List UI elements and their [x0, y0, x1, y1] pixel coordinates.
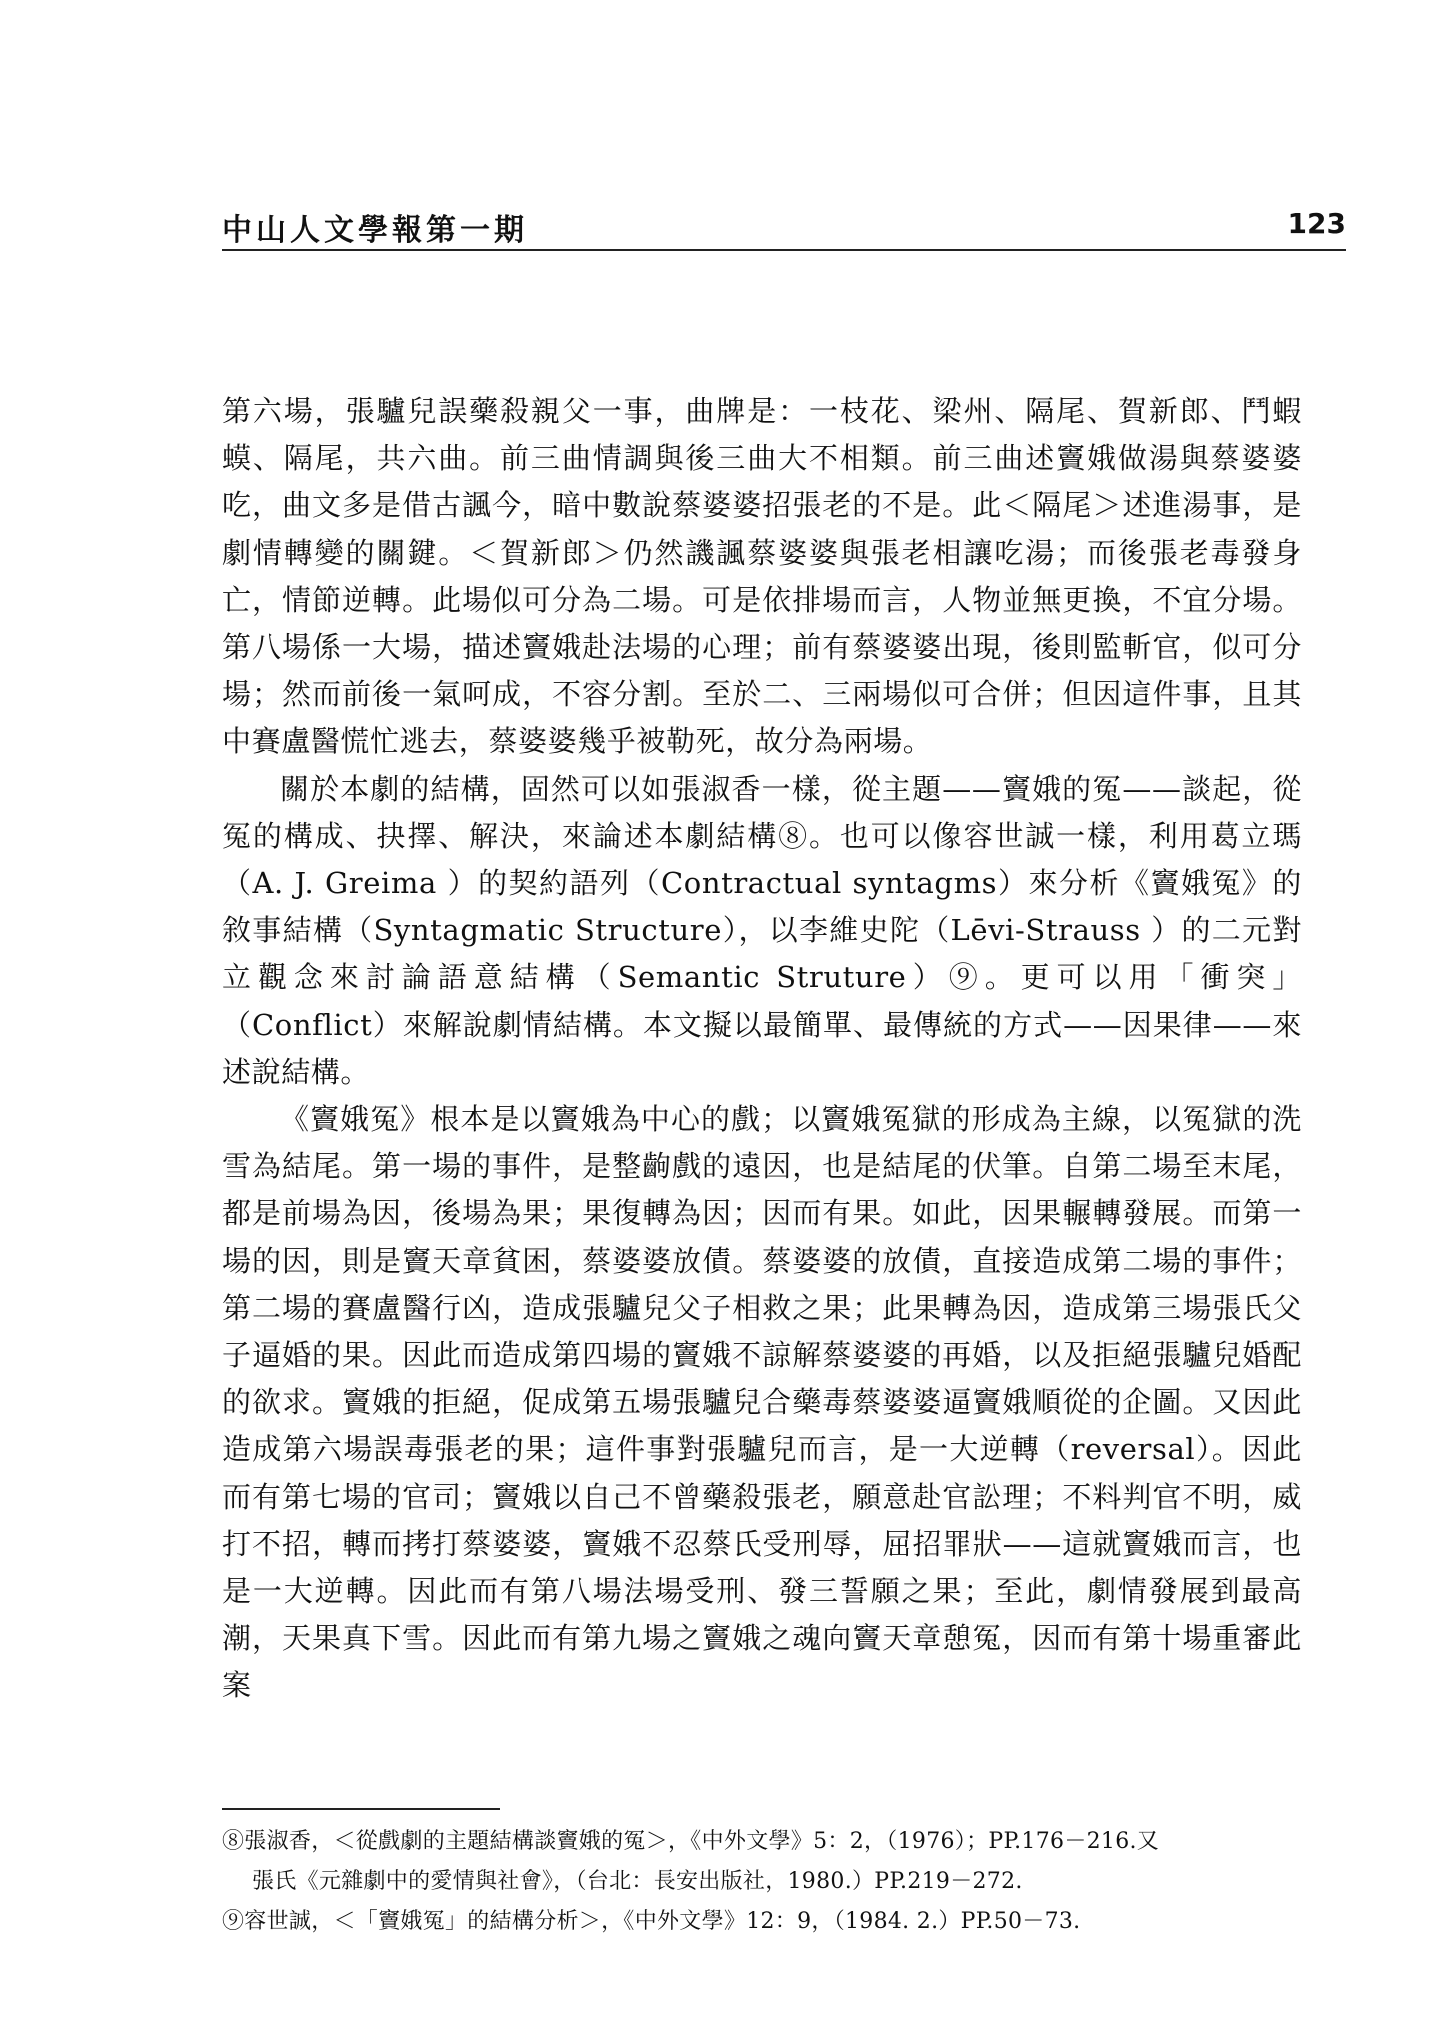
running-header: [222, 205, 1346, 251]
body-text: [222, 388, 1302, 1710]
paragraph-causality: 《竇娥冤》根本是以竇娥為中心的戲；以竇娥冤獄的形成為主線，以冤獄的洗雪為結尾。第一場的事件，是整齣戲的遠因，也是結尾的伏筆。自第二場至末尾，都是前場為因，後場為果；果復轉為因；因而有果。如此，因果輾轉發展。而第一場的因，則是竇天章貧困，蔡婆婆放債。蔡婆婆的放債，直接造成第二場的事件；第二場的賽盧醫行凶，造成張驢兒父子相救之果；此果轉為因，造成第三場張氏父子逼婚的果。因此而造成第四場的竇娥不諒解蔡婆婆的再婚，以及拒絕張驢兒婚配的欲求。竇娥的拒絕，促成第五場張驢兒合藥毒蔡婆婆逼竇娥順從的企圖。又因此造成第六場誤毒張老的果；這件事對張驢兒而言，是一大逆轉（reversal）。因此而有第七場的官司；竇娥以自己不曾藥殺張老，願意赴官訟理；不料判官不明，威打不招，轉而拷打蔡婆婆，竇娥不忍蔡氏受刑辱，屈招罪狀——這就竇娥而言，也是一大逆轉。因此而有第八場法場受刑、發三誓願之果；至此，劇情發展到最高潮，天果真下雪。因此而有第九場之竇娥之魂向竇天章憩冤，因而有第十場重審此案: [222, 1102, 1302, 1703]
footnote-8: ⑧張淑香，＜從戲劇的主題結構談竇娥的冤＞，《中外文學》5：2，（1976）；PP.176－216.又: [222, 1829, 1160, 1854]
paragraph-structure-approach: 關於本劇的結構，固然可以如張淑香一樣，從主題——竇娥的冤——談起，從冤的構成、抉擇、解決，來論述本劇結構⑧。也可以像容世誠一樣，利用葛立瑪（A. J. Greima ）的契約語列（Contractual syntagms）來分析《竇娥冤》的敘事結構（Syntagmatic Structure），以李維史陀（Lēvi-Strauss ）的二元對立觀念來討論語意結構（Semantic Struture）⑨。更可以用「衝突」（Conflict）來解說劇情結構。本文擬以最簡單、最傳統的方式——因果律——來述說結構。: [222, 771, 1302, 1089]
footnote-8-continuation: 張氏《元雜劇中的愛情與社會》，（台北：長安出版社，1980.）PP.219－272.: [252, 1869, 1023, 1894]
footnote-9: ⑨容世誠，＜「竇娥冤」的結構分析＞，《中外文學》12：9，（1984. 2.）PP.50－73.: [222, 1909, 1081, 1934]
footnotes: [222, 1822, 1322, 1942]
journal-title: 中山人文學報第一期: [222, 213, 528, 248]
footnote-divider: [222, 1808, 500, 1810]
paragraph-scene-six: 第六場，張驢兒誤藥殺親父一事，曲牌是：一枝花、梁州、隔尾、賀新郎、鬥蝦蟆、隔尾，共六曲。前三曲情調與後三曲大不相類。前三曲述竇娥做湯與蔡婆婆吃，曲文多是借古諷今，暗中數說蔡婆婆招張老的不是。此＜隔尾＞述進湯事，是劇情轉變的關鍵。＜賀新郎＞仍然譏諷蔡婆婆與張老相讓吃湯；而後張老毒發身亡，情節逆轉。此場似可分為二場。可是依排場而言，人物並無更換，不宜分場。第八場係一大場，描述竇娥赴法場的心理；前有蔡婆婆出現，後則監斬官，似可分場；然而前後一氣呵成，不容分割。至於二、三兩場似可合併；但因這件事，且其中賽盧醫慌忙逃去，蔡婆婆幾乎被勒死，故分為兩場。: [222, 394, 1302, 759]
page-number: 123: [1287, 207, 1346, 240]
